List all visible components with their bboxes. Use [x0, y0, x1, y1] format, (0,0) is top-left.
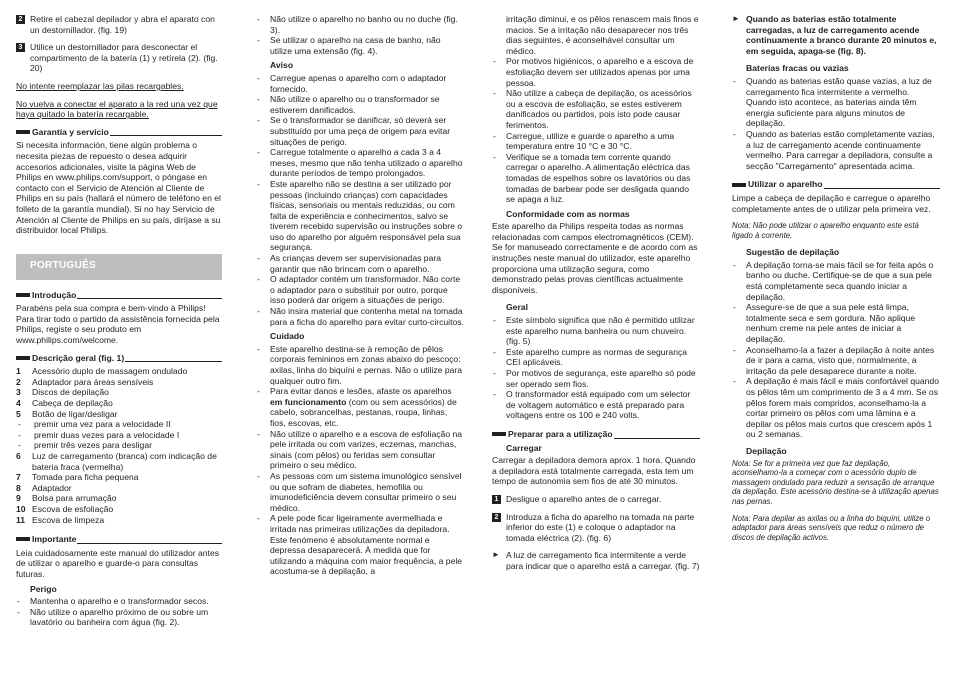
section-descricao — [16, 353, 222, 364]
list-item: - Verifique se a tomada tem corrente quando carregar o aparelho. A alimentação eléctrica das tomadas de espelhos sobre os lavatórios ou das tomadas de barbear pode ser desligada quando se apaga a luz. — [492, 152, 700, 205]
legend-item — [16, 451, 222, 472]
text-emphasis: em funcionamento — [270, 396, 347, 407]
legend-key: 1 — [16, 366, 21, 377]
legend-key: 3 — [16, 387, 21, 398]
column-4 — [732, 14, 940, 542]
depilacao-title: Depilação — [746, 445, 787, 456]
section-garantia — [16, 127, 222, 138]
legend-text: Adaptador — [32, 482, 72, 493]
language-band — [16, 254, 222, 280]
list-item: - Não utilize o aparelho ou o transformador se estiverem danificados. — [256, 94, 464, 115]
legend-text: Adaptador para áreas sensíveis — [32, 376, 154, 387]
legend-key: 2 — [16, 376, 21, 387]
carregar-title: Carregar — [506, 442, 542, 453]
legend-item — [16, 493, 222, 504]
legend-text: Botão de ligar/desligar — [32, 408, 118, 419]
legend-key: 9 — [16, 493, 21, 504]
charge-step-1-text: Desligue o aparelho antes de o carregar. — [506, 493, 662, 504]
list-item: - Se utilizar o aparelho na casa de banho, não utilize uma extensão (fig. 4). — [256, 35, 464, 56]
garantia-text: Si necesita información, tiene algún problema o necesita piezas de repuesto o desea adquirir accesorios adicionales, visite la página Web de Philips en www.philips.com/support, o póngase en contacto con el Servicio de Atención al Cliente de Philips en su país (hallará el número de teléfono en el folleto de la garantía mundial). Si no hay Servicio de Atención al Cliente de Philips en su país, diríjase a su distribuidor local Philips. — [16, 140, 221, 236]
list-item: - Carregue, utilize e guarde o aparelho a uma temperatura entre 10 °C e 30 °C. — [492, 131, 700, 152]
section-introducao — [16, 290, 222, 301]
section-title: Descrição geral (fig. 1) — [32, 352, 125, 363]
language-label: PORTUGUÊS — [30, 260, 97, 272]
list-item: - O transformador está equipado com um selector de voltagem automático e está preparado para voltagens entre os 100 e 240 volts. — [492, 389, 700, 421]
perigo-list — [16, 596, 222, 628]
list-item: - Assegure-se de que a sua pele está limpa, totalmente seca e sem gordura. Não aplique nenhum creme na pele antes de iniciar a depilação. — [732, 302, 940, 344]
section-title: Importante — [32, 534, 77, 545]
legend-text: Luz de carregamento (branca) com indicação de bateria fraca (vermelha) — [32, 451, 217, 472]
step-3-text: Utilice un destornillador para desconectar el compartimento de la batería (1) y retírela (2). (fig. 20) — [30, 42, 218, 74]
legend-text: premir uma vez para a velocidade II — [34, 419, 171, 430]
parts-legend — [16, 366, 222, 525]
legend-key: 7 — [16, 472, 21, 483]
legend-item — [16, 472, 222, 483]
list-item: - Este aparelho destina-se à remoção de pêlos corporais femininos em zonas abaixo do pescoço: axilas, linha do biquíni e pernas. Não o utilize para qualquer outro fim. — [256, 344, 464, 386]
full-charge-result — [732, 14, 940, 56]
legend-text: Escova de limpeza — [32, 514, 105, 525]
list-item: - Quando as baterias estão quase vazias, a luz de carregamento fica intermitente a vermelho. Quando isto acontece, as baterias ainda têm energia suficiente para alguns minutos de depilação. — [732, 76, 940, 129]
legend-key: - — [18, 440, 21, 451]
legend-item — [16, 409, 222, 420]
legend-item — [16, 504, 222, 515]
list-item: - Não insira material que contenha metal na tomada para a ficha do aparelho para evitar curto-circuitos. — [256, 306, 464, 327]
list-item: - Não utilize o aparelho próximo de ou sobre um lavatório ou banheira com água (fig. 2). — [16, 607, 222, 628]
list-item: - Este aparelho não se destina a ser utilizado por pessoas (incluindo crianças) com capacidades físicas, sensoriais ou mentais reduzidas, ou com falta de experiência e conhecimentos, salvo se tiverem recebido supervisão ou instruções sobre o uso do aparelho por alguém responsável pela sua segurança. — [256, 179, 464, 253]
legend-text: Cabeça de depilação — [32, 398, 113, 409]
result-arrow-icon: ► — [492, 550, 500, 560]
legend-key: 4 — [16, 398, 21, 409]
step-number-2: 2 — [492, 513, 501, 522]
list-item: - Mantenha o aparelho e o transformador secos. — [16, 596, 222, 607]
cuidado-title: Cuidado — [270, 331, 305, 342]
legend-key: 5 — [16, 408, 21, 419]
list-item: - Carregue totalmente o aparelho a cada 3 a 4 meses, mesmo que não tenha utilizado o aparelho durante períodos de tempo prolongados. — [256, 147, 464, 179]
cuidado-list-continued — [492, 56, 700, 204]
legend-key: - — [18, 429, 21, 440]
charge-step-2-text: Introduza a ficha do aparelho na tomada na parte inferior do este (1) e coloque o adaptador na tomada eléctrica (2). (fig. 6) — [506, 511, 695, 543]
intro-text: Parabéns pela sua compra e bem-vindo à Philips! Para tirar todo o partido da assistência fornecida pela Philips, registe o seu produto em www.philips.com/welcome. — [16, 303, 220, 346]
charge-result — [492, 550, 700, 571]
warning-batteries: No intente reemplazar las pilas recargables. — [16, 80, 184, 91]
sugestao-title: Sugestão de depilação — [746, 247, 840, 258]
list-item: - Não utilize a cabeça de depilação, os acessórios ou a escova de esfoliação, se estes estiverem danificados ou partidos, pois isto pode causar ferimentos. — [492, 88, 700, 130]
list-item: - Por motivos higiénicos, o aparelho e a escova de esfoliação devem ser utilizados apenas por uma pessoa. — [492, 56, 700, 88]
step-3 — [16, 42, 222, 74]
perigo-title: Perigo — [30, 583, 57, 594]
legend-text: Discos de depilação — [32, 387, 109, 398]
legend-item — [16, 377, 222, 388]
legend-key: 10 — [16, 503, 26, 514]
geral-title: Geral — [506, 302, 528, 313]
charge-step-2 — [492, 512, 700, 544]
legend-item — [16, 515, 222, 526]
legend-text: Escova de esfoliação — [32, 503, 114, 514]
geral-list — [492, 315, 700, 421]
cuidado-continued: irritação diminui, e os pêlos renascem mais finos e macios. Se a irritação não desaparecer nos três dias seguintes, é aconselhável consultar um médico. — [506, 14, 699, 56]
charge-step-1 — [492, 494, 700, 505]
list-item: - Carregue apenas o aparelho com o adaptador fornecido. — [256, 73, 464, 94]
list-item — [256, 386, 464, 428]
list-item: - Por motivos de segurança, este aparelho só pode ser operado sem fios. — [492, 368, 700, 389]
legend-text: Bolsa para arrumação — [32, 493, 117, 504]
section-title: Utilizar o aparelho — [748, 179, 823, 190]
list-item: - Não utilize o aparelho no banho ou no duche (fig. 3). — [256, 14, 464, 35]
step-number-1: 1 — [492, 495, 501, 504]
list-item: - Este aparelho cumpre as normas de segurança CEI aplicáveis. — [492, 347, 700, 368]
conformidade-text: Este aparelho da Philips respeita todas as normas relacionadas com campos electromagnéticos (CEM). Se for manuseado correctamente e de acordo com as instruções neste manual do utilizador, este aparelho proporciona uma utilização segura, como demonstrado pelas provas científicas actualmente disponíveis. — [492, 221, 698, 295]
text-part: (com ou sem acessórios) de cabelo, sobrancelhas, pestanas, roupa, linhas, fios, escovas, etc. — [270, 396, 457, 428]
legend-key: 6 — [16, 451, 21, 461]
legend-key: - — [18, 419, 21, 430]
legend-text: premir três vezes para desligar — [34, 440, 152, 451]
section-utilizar — [732, 179, 940, 190]
legend-item — [16, 440, 222, 451]
list-item: - As crianças devem ser supervisionadas para garantir que não brincam com o aparelho. — [256, 253, 464, 274]
list-item: - Quando as baterias estão completamente vazias, a luz de carregamento acende continuamente vermelho. Para carregar a depiladora, consulte a secção "Carregamento" apresentada acima. — [732, 129, 940, 171]
section-importante — [16, 534, 222, 545]
section-title: Preparar para a utilização — [508, 428, 613, 439]
legend-key: 11 — [16, 514, 26, 525]
fracas-list — [732, 76, 940, 171]
result-arrow-icon: ► — [732, 14, 740, 23]
legend-text: premir duas vezes para a velocidade I — [34, 429, 180, 440]
legend-item — [16, 419, 222, 430]
section-title: Introdução — [32, 289, 77, 300]
list-item: - Se o transformador se danificar, só deverá ser substituído por uma peça de origem para evitar situações de perigo. — [256, 115, 464, 147]
fracas-title: Baterias fracas ou vazias — [746, 63, 849, 74]
list-item: - A depilação torna-se mais fácil se for feita após o banho ou duche. Certifique-se de que a sua pele está completamente seca quando iniciar a depilação. — [732, 260, 940, 302]
step-number-2: 2 — [16, 15, 25, 24]
list-item: - A depilação é mais fácil e mais confortável quando os pêlos têm um comprimento de 3 a 4 mm. Se os pêlos forem mais compridos, aconselhamo-la a cortar primeiro os pêlos com uma lâmina e a depilar os pêlos mais curtos que crescem após 1 ou 2 semanas. — [732, 376, 940, 440]
list-item: - O adaptador contém um transformador. Não corte o adaptador para o substituir por outro, porque isso poderá dar origem a situações de perigo. — [256, 274, 464, 306]
text-part: Para evitar danos e lesões, afaste os aparelhos — [270, 386, 452, 397]
step-number-3: 3 — [16, 43, 25, 52]
utilizar-text: Limpe a cabeça de depilação e carregue o aparelho completamente antes de o utilizar pela primeira vez. — [732, 192, 931, 214]
utilizar-note: Nota: Não pode utilizar o aparelho enquanto este está ligado à corrente. — [732, 221, 919, 240]
charge-result-text: A luz de carregamento fica intermitente a verde para indicar que o aparelho está a carregar. (fig. 7) — [506, 550, 700, 571]
legend-item — [16, 366, 222, 377]
depilacao-note-2: Nota: Para depilar as axilas ou a linha do biquíni, utilize o adaptador para áreas sensíveis que reduz o número de discos de depilação activos. — [732, 513, 931, 542]
section-preparar — [492, 429, 700, 440]
importante-text: Leia cuidadosamente este manual do utilizador antes de utilizar o aparelho e guarde-o para consultas futuras. — [16, 547, 220, 579]
legend-item — [16, 430, 222, 441]
list-item: - As pessoas com um sistema imunológico sensível ou que sofram de diabetes, hemofilia ou imunodeficiência devem consultar primeiro o seu médico. — [256, 471, 464, 513]
legend-text: Tomada para ficha pequena — [32, 472, 139, 483]
perigo-list-continued — [256, 14, 464, 56]
column-2 — [256, 14, 464, 579]
legend-item — [16, 398, 222, 409]
legend-item — [16, 387, 222, 398]
warning-reconnect: No vuelva a conectar el aparato a la red una vez que haya quitado la batería recargable. — [16, 98, 218, 120]
column-3 — [492, 14, 700, 579]
section-title: Garantía y servicio — [32, 126, 109, 137]
cuidado-list — [256, 344, 464, 577]
full-charge-text: Quando as baterias estão totalmente carregadas, a luz de carregamento acende continuamente a branco durante 20 minutos e, em seguida, apaga-se (fig. 8). — [746, 14, 937, 56]
list-item: - Não utilize o aparelho e a escova de esfoliação na pele irritada ou com varizes, eczemas, manchas, sinais (com pêlos) ou feridas sem consultar primeiro o seu médico. — [256, 429, 464, 471]
sugestao-list — [732, 260, 940, 440]
step-2-text: Retire el cabezal depilador y abra el aparato con un destornillador. (fig. 19) — [30, 14, 215, 35]
carregar-text: Carregar a depiladora demora aprox. 1 hora. Quando a depiladora está totalmente carregada, esta tem um tempo de autonomia sem fios de até 30 minutos. — [492, 455, 696, 487]
column-1 — [16, 14, 222, 630]
legend-key: 8 — [16, 482, 21, 493]
legend-item — [16, 483, 222, 494]
list-item: - Este símbolo significa que não é permitido utilizar este aparelho numa banheira ou num chuveiro. (fig. 5) — [492, 315, 700, 347]
aviso-list — [256, 73, 464, 327]
step-2 — [16, 14, 222, 35]
depilacao-note-1: Nota: Se for a primeira vez que faz depilação, aconselhamo-la a começar com o acessório duplo de massagem ondulado para reduzir a sensação de arranque da depilação. Este acessório destina-se à utilização apenas nas pernas. — [732, 458, 939, 506]
aviso-title: Aviso — [270, 60, 294, 71]
conformidade-title: Conformidade com as normas — [506, 208, 630, 219]
list-item: - A pele pode ficar ligeiramente avermelhada e irritada nas primeiras utilizações da depiladora. Este fenómeno é absolutamente normal e depressa desaparecerá. À medida que for utilizando a máquina com maior frequência, a pele acostuma-se à depilação, a — [256, 513, 464, 577]
list-item: - Aconselhamo-la a fazer a depilação à noite antes de ir para a cama, visto que, normalmente, a irritação da pele desaparece durante a noite. — [732, 345, 940, 377]
legend-text: Acessório duplo de massagem ondulado — [32, 366, 188, 377]
